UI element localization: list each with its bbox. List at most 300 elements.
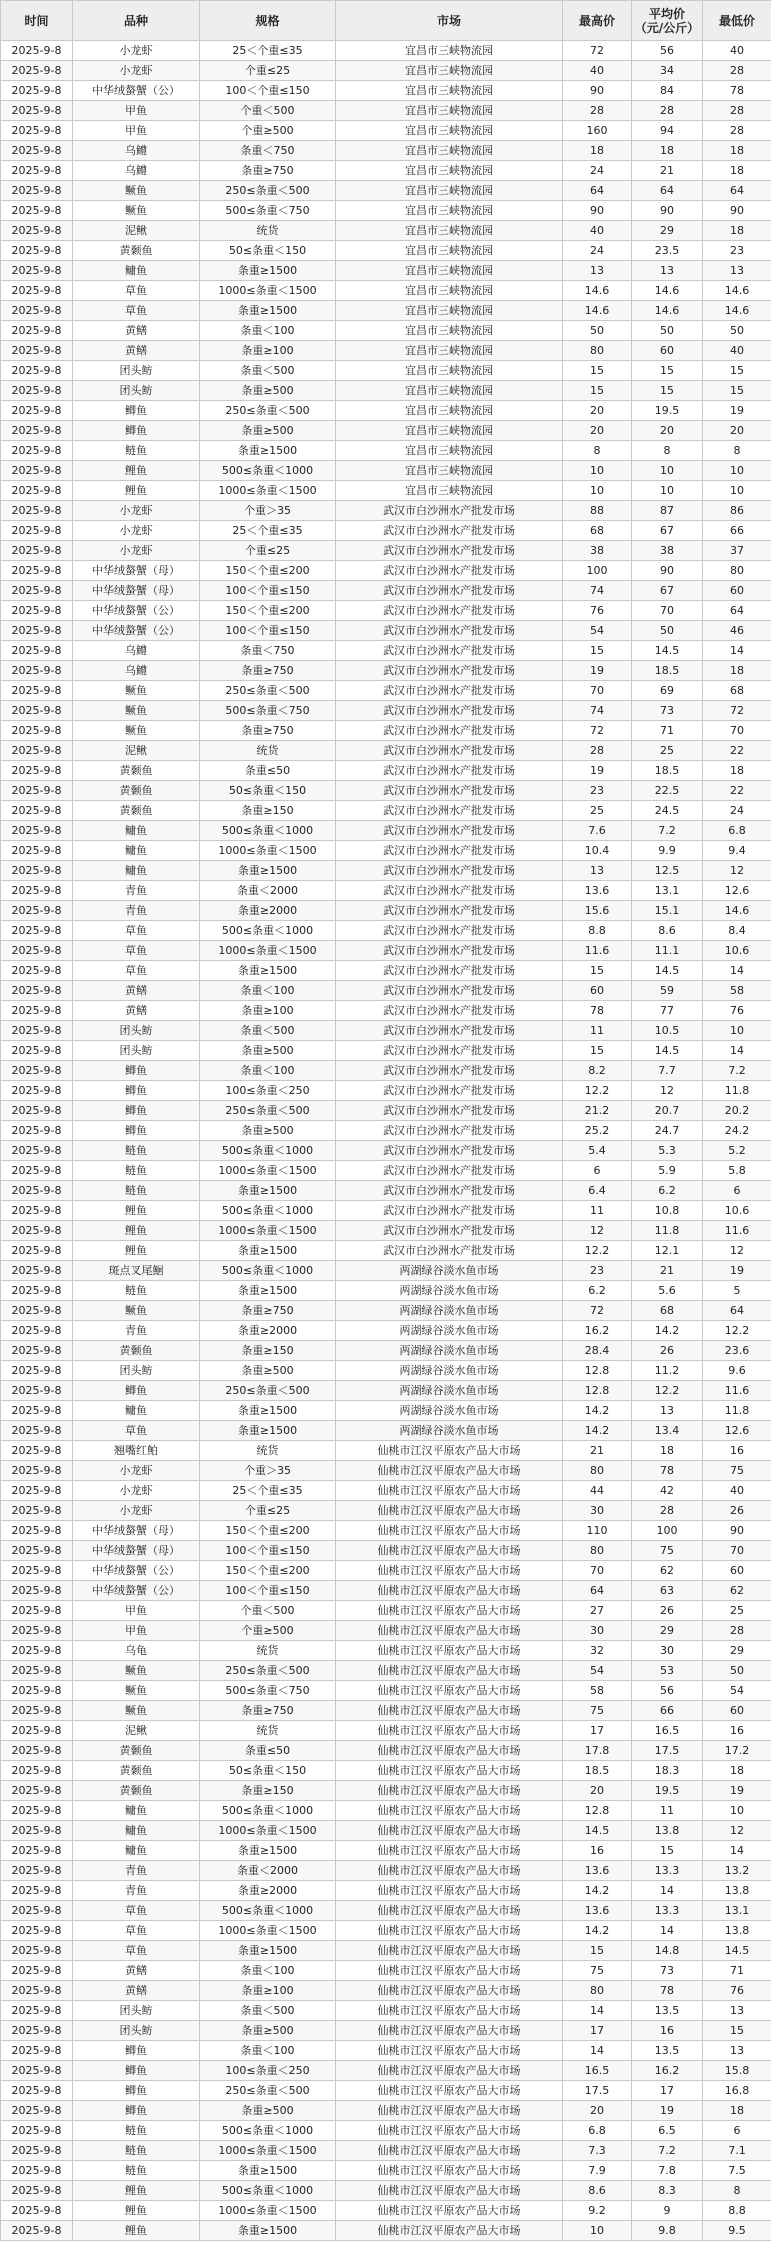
cell-max-price: 28 xyxy=(563,741,632,761)
cell-min-price: 62 xyxy=(703,1581,771,1601)
table-row xyxy=(1,2121,771,2141)
cell-max-price: 27 xyxy=(563,1601,632,1621)
cell-max-price: 14.2 xyxy=(563,1881,632,1901)
cell-spec: 条重≥750 xyxy=(200,661,336,681)
cell-spec: 50≤条重＜150 xyxy=(200,1761,336,1781)
cell-avg-price: 13.8 xyxy=(632,1821,703,1841)
cell-spec: 条重≥500 xyxy=(200,2021,336,2041)
cell-variety: 鲢鱼 xyxy=(73,1281,200,1301)
table-row xyxy=(1,461,771,481)
cell-min-price: 28 xyxy=(703,1621,771,1641)
cell-variety: 草鱼 xyxy=(73,921,200,941)
cell-spec: 个重≥500 xyxy=(200,1621,336,1641)
cell-spec: 150＜个重≤200 xyxy=(200,601,336,621)
table-row xyxy=(1,821,771,841)
table-row xyxy=(1,1981,771,2001)
cell-avg-price: 14.8 xyxy=(632,1941,703,1961)
cell-max-price: 19 xyxy=(563,761,632,781)
cell-date: 2025-9-8 xyxy=(1,1181,73,1201)
table-row xyxy=(1,2061,771,2081)
cell-date: 2025-9-8 xyxy=(1,921,73,941)
cell-variety: 鲢鱼 xyxy=(73,441,200,461)
cell-variety: 小龙虾 xyxy=(73,41,200,61)
cell-max-price: 11 xyxy=(563,1201,632,1221)
cell-date: 2025-9-8 xyxy=(1,1201,73,1221)
table-row xyxy=(1,1241,771,1261)
cell-avg-price: 13 xyxy=(632,261,703,281)
cell-min-price: 6 xyxy=(703,1181,771,1201)
cell-spec: 500≤条重＜750 xyxy=(200,201,336,221)
cell-avg-price: 17.5 xyxy=(632,1741,703,1761)
cell-variety: 乌鳢 xyxy=(73,161,200,181)
cell-avg-price: 22.5 xyxy=(632,781,703,801)
cell-max-price: 20 xyxy=(563,401,632,421)
cell-avg-price: 73 xyxy=(632,1961,703,1981)
cell-avg-price: 84 xyxy=(632,81,703,101)
cell-spec: 1000≤条重＜1500 xyxy=(200,841,336,861)
cell-date: 2025-9-8 xyxy=(1,1221,73,1241)
cell-spec: 1000≤条重＜1500 xyxy=(200,281,336,301)
cell-spec: 个重＞35 xyxy=(200,1461,336,1481)
cell-variety: 鲫鱼 xyxy=(73,2041,200,2061)
cell-avg-price: 30 xyxy=(632,1641,703,1661)
cell-max-price: 74 xyxy=(563,581,632,601)
table-row xyxy=(1,141,771,161)
table-row xyxy=(1,1581,771,1601)
cell-date: 2025-9-8 xyxy=(1,721,73,741)
table-row xyxy=(1,1941,771,1961)
cell-min-price: 8 xyxy=(703,2181,771,2201)
cell-date: 2025-9-8 xyxy=(1,1561,73,1581)
cell-spec: 统货 xyxy=(200,741,336,761)
table-row xyxy=(1,1441,771,1461)
cell-date: 2025-9-8 xyxy=(1,1021,73,1041)
cell-max-price: 17.5 xyxy=(563,2081,632,2101)
cell-market: 武汉市白沙洲水产批发市场 xyxy=(336,1241,563,1261)
cell-market: 武汉市白沙洲水产批发市场 xyxy=(336,961,563,981)
cell-min-price: 10 xyxy=(703,461,771,481)
cell-spec: 条重≥1500 xyxy=(200,1281,336,1301)
cell-date: 2025-9-8 xyxy=(1,261,73,281)
cell-date: 2025-9-8 xyxy=(1,161,73,181)
cell-avg-price: 34 xyxy=(632,61,703,81)
cell-avg-price: 63 xyxy=(632,1581,703,1601)
cell-avg-price: 15.1 xyxy=(632,901,703,921)
table-row xyxy=(1,1001,771,1021)
cell-spec: 个重≤25 xyxy=(200,541,336,561)
cell-variety: 小龙虾 xyxy=(73,521,200,541)
table-row xyxy=(1,1821,771,1841)
cell-avg-price: 5.3 xyxy=(632,1141,703,1161)
cell-date: 2025-9-8 xyxy=(1,2061,73,2081)
cell-market: 武汉市白沙洲水产批发市场 xyxy=(336,621,563,641)
cell-variety: 黄颡鱼 xyxy=(73,761,200,781)
cell-market: 武汉市白沙洲水产批发市场 xyxy=(336,701,563,721)
cell-spec: 条重＜750 xyxy=(200,141,336,161)
cell-min-price: 10.6 xyxy=(703,941,771,961)
cell-date: 2025-9-8 xyxy=(1,861,73,881)
cell-variety: 中华绒螯蟹（公） xyxy=(73,601,200,621)
cell-avg-price: 17 xyxy=(632,2081,703,2101)
cell-min-price: 22 xyxy=(703,781,771,801)
table-row xyxy=(1,1221,771,1241)
cell-variety: 中华绒螯蟹（母） xyxy=(73,1521,200,1541)
cell-min-price: 8.8 xyxy=(703,2201,771,2221)
cell-date: 2025-9-8 xyxy=(1,501,73,521)
cell-spec: 100＜个重≤150 xyxy=(200,581,336,601)
cell-date: 2025-9-8 xyxy=(1,41,73,61)
cell-avg-price: 12.1 xyxy=(632,1241,703,1261)
table-row xyxy=(1,661,771,681)
cell-max-price: 8 xyxy=(563,441,632,461)
cell-spec: 500≤条重＜1000 xyxy=(200,1801,336,1821)
table-row xyxy=(1,1781,771,1801)
table-row xyxy=(1,1161,771,1181)
cell-spec: 500≤条重＜1000 xyxy=(200,1261,336,1281)
cell-max-price: 80 xyxy=(563,1461,632,1481)
cell-date: 2025-9-8 xyxy=(1,1461,73,1481)
table-row xyxy=(1,1901,771,1921)
cell-variety: 鲢鱼 xyxy=(73,1141,200,1161)
cell-avg-price: 66 xyxy=(632,1701,703,1721)
table-body xyxy=(1,41,771,2241)
cell-min-price: 64 xyxy=(703,181,771,201)
cell-date: 2025-9-8 xyxy=(1,1101,73,1121)
cell-market: 宜昌市三峡物流园 xyxy=(336,301,563,321)
cell-min-price: 18 xyxy=(703,2101,771,2121)
cell-market: 两湖绿谷淡水鱼市场 xyxy=(336,1321,563,1341)
cell-avg-price: 70 xyxy=(632,601,703,621)
cell-date: 2025-9-8 xyxy=(1,1961,73,1981)
cell-variety: 黄颡鱼 xyxy=(73,1781,200,1801)
cell-market: 仙桃市江汉平原农产品大市场 xyxy=(336,1841,563,1861)
cell-max-price: 24 xyxy=(563,161,632,181)
cell-date: 2025-9-8 xyxy=(1,1501,73,1521)
cell-min-price: 10 xyxy=(703,1801,771,1821)
cell-min-price: 11.6 xyxy=(703,1221,771,1241)
cell-max-price: 18.5 xyxy=(563,1761,632,1781)
cell-min-price: 40 xyxy=(703,341,771,361)
cell-spec: 1000≤条重＜1500 xyxy=(200,1161,336,1181)
cell-avg-price: 12.2 xyxy=(632,1381,703,1401)
cell-spec: 条重＜100 xyxy=(200,321,336,341)
cell-spec: 条重≥1500 xyxy=(200,301,336,321)
cell-spec: 100≤条重＜250 xyxy=(200,2061,336,2081)
cell-market: 武汉市白沙洲水产批发市场 xyxy=(336,541,563,561)
table-row xyxy=(1,341,771,361)
cell-variety: 鳙鱼 xyxy=(73,841,200,861)
cell-spec: 条重≥1500 xyxy=(200,261,336,281)
cell-max-price: 12.2 xyxy=(563,1081,632,1101)
cell-max-price: 72 xyxy=(563,721,632,741)
cell-market: 宜昌市三峡物流园 xyxy=(336,321,563,341)
cell-min-price: 10 xyxy=(703,1021,771,1041)
table-row xyxy=(1,601,771,621)
cell-date: 2025-9-8 xyxy=(1,2141,73,2161)
cell-min-price: 68 xyxy=(703,681,771,701)
cell-max-price: 80 xyxy=(563,341,632,361)
table-row xyxy=(1,1481,771,1501)
cell-min-price: 14 xyxy=(703,961,771,981)
cell-date: 2025-9-8 xyxy=(1,2081,73,2101)
cell-variety: 中华绒螯蟹（母） xyxy=(73,1541,200,1561)
cell-spec: 1000≤条重＜1500 xyxy=(200,2141,336,2161)
cell-date: 2025-9-8 xyxy=(1,781,73,801)
cell-market: 仙桃市江汉平原农产品大市场 xyxy=(336,1921,563,1941)
cell-variety: 鲫鱼 xyxy=(73,1061,200,1081)
cell-spec: 250≤条重＜500 xyxy=(200,2081,336,2101)
cell-max-price: 8.6 xyxy=(563,2181,632,2201)
cell-variety: 青鱼 xyxy=(73,1881,200,1901)
cell-min-price: 37 xyxy=(703,541,771,561)
cell-max-price: 12 xyxy=(563,1221,632,1241)
cell-spec: 25＜个重≤35 xyxy=(200,41,336,61)
cell-date: 2025-9-8 xyxy=(1,61,73,81)
cell-variety: 小龙虾 xyxy=(73,1461,200,1481)
cell-date: 2025-9-8 xyxy=(1,2121,73,2141)
cell-date: 2025-9-8 xyxy=(1,1321,73,1341)
cell-variety: 鳙鱼 xyxy=(73,821,200,841)
cell-avg-price: 56 xyxy=(632,41,703,61)
cell-date: 2025-9-8 xyxy=(1,121,73,141)
cell-avg-price: 9.8 xyxy=(632,2221,703,2241)
cell-market: 武汉市白沙洲水产批发市场 xyxy=(336,1101,563,1121)
cell-min-price: 64 xyxy=(703,1301,771,1321)
cell-market: 宜昌市三峡物流园 xyxy=(336,421,563,441)
cell-max-price: 16.2 xyxy=(563,1321,632,1341)
cell-market: 仙桃市江汉平原农产品大市场 xyxy=(336,1741,563,1761)
cell-min-price: 80 xyxy=(703,561,771,581)
cell-min-price: 64 xyxy=(703,601,771,621)
cell-variety: 鲤鱼 xyxy=(73,1221,200,1241)
cell-spec: 100＜个重≤150 xyxy=(200,1581,336,1601)
cell-min-price: 19 xyxy=(703,401,771,421)
cell-min-price: 15.8 xyxy=(703,2061,771,2081)
table-row xyxy=(1,541,771,561)
cell-date: 2025-9-8 xyxy=(1,1901,73,1921)
table-row xyxy=(1,421,771,441)
cell-date: 2025-9-8 xyxy=(1,1861,73,1881)
cell-market: 仙桃市江汉平原农产品大市场 xyxy=(336,2181,563,2201)
cell-date: 2025-9-8 xyxy=(1,521,73,541)
cell-avg-price: 12.5 xyxy=(632,861,703,881)
col-header-spec: 规格 xyxy=(200,1,336,41)
table-row xyxy=(1,681,771,701)
table-row xyxy=(1,701,771,721)
cell-avg-price: 18.5 xyxy=(632,661,703,681)
cell-avg-price: 77 xyxy=(632,1001,703,1021)
cell-market: 宜昌市三峡物流园 xyxy=(336,141,563,161)
cell-avg-price: 19.5 xyxy=(632,1781,703,1801)
cell-avg-price: 9.9 xyxy=(632,841,703,861)
cell-date: 2025-9-8 xyxy=(1,1121,73,1141)
cell-spec: 条重≥750 xyxy=(200,721,336,741)
cell-spec: 条重≤50 xyxy=(200,1741,336,1761)
cell-avg-price: 13.1 xyxy=(632,881,703,901)
cell-max-price: 88 xyxy=(563,501,632,521)
cell-spec: 条重＜500 xyxy=(200,2001,336,2021)
cell-min-price: 90 xyxy=(703,1521,771,1541)
cell-date: 2025-9-8 xyxy=(1,1641,73,1661)
table-row xyxy=(1,941,771,961)
cell-max-price: 25.2 xyxy=(563,1121,632,1141)
cell-variety: 黄颡鱼 xyxy=(73,241,200,261)
cell-max-price: 14.5 xyxy=(563,1821,632,1841)
cell-avg-price: 67 xyxy=(632,581,703,601)
cell-min-price: 75 xyxy=(703,1461,771,1481)
cell-min-price: 17.2 xyxy=(703,1741,771,1761)
table-row xyxy=(1,641,771,661)
cell-min-price: 23 xyxy=(703,241,771,261)
cell-avg-price: 42 xyxy=(632,1481,703,1501)
cell-avg-price: 18.5 xyxy=(632,761,703,781)
cell-spec: 250≤条重＜500 xyxy=(200,1381,336,1401)
table-row xyxy=(1,1861,771,1881)
cell-min-price: 14.5 xyxy=(703,1941,771,1961)
table-row xyxy=(1,1081,771,1101)
cell-max-price: 74 xyxy=(563,701,632,721)
cell-max-price: 11.6 xyxy=(563,941,632,961)
cell-variety: 鳜鱼 xyxy=(73,1681,200,1701)
cell-variety: 黄颡鱼 xyxy=(73,1341,200,1361)
table-row xyxy=(1,1041,771,1061)
cell-date: 2025-9-8 xyxy=(1,941,73,961)
cell-date: 2025-9-8 xyxy=(1,901,73,921)
cell-avg-price: 14 xyxy=(632,1881,703,1901)
cell-min-price: 11.8 xyxy=(703,1401,771,1421)
cell-variety: 鳜鱼 xyxy=(73,1661,200,1681)
cell-spec: 条重≥2000 xyxy=(200,901,336,921)
cell-variety: 鳜鱼 xyxy=(73,1701,200,1721)
cell-market: 仙桃市江汉平原农产品大市场 xyxy=(336,2081,563,2101)
cell-avg-price: 16 xyxy=(632,2021,703,2041)
cell-market: 武汉市白沙洲水产批发市场 xyxy=(336,761,563,781)
cell-market: 两湖绿谷淡水鱼市场 xyxy=(336,1361,563,1381)
cell-avg-price: 78 xyxy=(632,1461,703,1481)
cell-avg-price: 100 xyxy=(632,1521,703,1541)
cell-market: 仙桃市江汉平原农产品大市场 xyxy=(336,1901,563,1921)
cell-date: 2025-9-8 xyxy=(1,741,73,761)
cell-spec: 条重＜100 xyxy=(200,981,336,1001)
table-row xyxy=(1,501,771,521)
cell-spec: 100＜个重≤150 xyxy=(200,1541,336,1561)
table-row xyxy=(1,1701,771,1721)
cell-date: 2025-9-8 xyxy=(1,1701,73,1721)
cell-market: 仙桃市江汉平原农产品大市场 xyxy=(336,1721,563,1741)
table-row xyxy=(1,2141,771,2161)
cell-market: 仙桃市江汉平原农产品大市场 xyxy=(336,1601,563,1621)
cell-min-price: 14.6 xyxy=(703,901,771,921)
cell-date: 2025-9-8 xyxy=(1,1041,73,1061)
cell-market: 宜昌市三峡物流园 xyxy=(336,401,563,421)
cell-min-price: 11.8 xyxy=(703,1081,771,1101)
cell-avg-price: 11.8 xyxy=(632,1221,703,1241)
cell-spec: 条重≥500 xyxy=(200,381,336,401)
cell-market: 武汉市白沙洲水产批发市场 xyxy=(336,821,563,841)
cell-date: 2025-9-8 xyxy=(1,341,73,361)
cell-market: 武汉市白沙洲水产批发市场 xyxy=(336,1141,563,1161)
cell-date: 2025-9-8 xyxy=(1,1841,73,1861)
cell-spec: 条重≥150 xyxy=(200,1341,336,1361)
cell-market: 仙桃市江汉平原农产品大市场 xyxy=(336,1541,563,1561)
cell-spec: 1000≤条重＜1500 xyxy=(200,481,336,501)
table-row xyxy=(1,1281,771,1301)
cell-variety: 鲫鱼 xyxy=(73,401,200,421)
cell-spec: 条重≥750 xyxy=(200,1701,336,1721)
table-row xyxy=(1,401,771,421)
cell-market: 仙桃市江汉平原农产品大市场 xyxy=(336,2061,563,2081)
cell-date: 2025-9-8 xyxy=(1,421,73,441)
cell-market: 仙桃市江汉平原农产品大市场 xyxy=(336,1581,563,1601)
cell-variety: 中华绒螯蟹（公） xyxy=(73,621,200,641)
cell-variety: 中华绒螯蟹（母） xyxy=(73,561,200,581)
cell-variety: 团头鲂 xyxy=(73,361,200,381)
cell-market: 仙桃市江汉平原农产品大市场 xyxy=(336,1801,563,1821)
cell-spec: 条重＜500 xyxy=(200,361,336,381)
cell-avg-price: 78 xyxy=(632,1981,703,2001)
cell-date: 2025-9-8 xyxy=(1,2221,73,2241)
cell-min-price: 15 xyxy=(703,381,771,401)
cell-avg-price: 15 xyxy=(632,1841,703,1861)
table-row xyxy=(1,1541,771,1561)
cell-avg-price: 7.7 xyxy=(632,1061,703,1081)
cell-spec: 条重≥1500 xyxy=(200,1401,336,1421)
cell-min-price: 70 xyxy=(703,1541,771,1561)
cell-min-price: 8.4 xyxy=(703,921,771,941)
cell-spec: 个重≤25 xyxy=(200,1501,336,1521)
cell-variety: 鲤鱼 xyxy=(73,1241,200,1261)
cell-date: 2025-9-8 xyxy=(1,1241,73,1261)
cell-spec: 25＜个重≤35 xyxy=(200,521,336,541)
cell-avg-price: 53 xyxy=(632,1661,703,1681)
cell-variety: 草鱼 xyxy=(73,1901,200,1921)
cell-max-price: 18 xyxy=(563,141,632,161)
cell-spec: 条重≥1500 xyxy=(200,1181,336,1201)
cell-min-price: 5.2 xyxy=(703,1141,771,1161)
cell-max-price: 30 xyxy=(563,1621,632,1641)
cell-avg-price: 25 xyxy=(632,741,703,761)
cell-spec: 统货 xyxy=(200,1721,336,1741)
cell-variety: 鲤鱼 xyxy=(73,2221,200,2241)
cell-spec: 条重＜750 xyxy=(200,641,336,661)
cell-market: 武汉市白沙洲水产批发市场 xyxy=(336,741,563,761)
cell-spec: 100≤条重＜250 xyxy=(200,1081,336,1101)
cell-max-price: 76 xyxy=(563,601,632,621)
cell-max-price: 10 xyxy=(563,2221,632,2241)
cell-market: 仙桃市江汉平原农产品大市场 xyxy=(336,1521,563,1541)
cell-variety: 草鱼 xyxy=(73,1941,200,1961)
cell-variety: 鲢鱼 xyxy=(73,2141,200,2161)
cell-market: 仙桃市江汉平原农产品大市场 xyxy=(336,2141,563,2161)
cell-variety: 中华绒螯蟹（公） xyxy=(73,1581,200,1601)
cell-variety: 鳙鱼 xyxy=(73,1401,200,1421)
cell-max-price: 64 xyxy=(563,181,632,201)
cell-market: 仙桃市江汉平原农产品大市场 xyxy=(336,1821,563,1841)
cell-spec: 条重≥1500 xyxy=(200,2161,336,2181)
table-row xyxy=(1,381,771,401)
table-row xyxy=(1,1681,771,1701)
cell-avg-price: 24.7 xyxy=(632,1121,703,1141)
cell-date: 2025-9-8 xyxy=(1,1061,73,1081)
cell-avg-price: 50 xyxy=(632,621,703,641)
cell-date: 2025-9-8 xyxy=(1,381,73,401)
cell-variety: 小龙虾 xyxy=(73,501,200,521)
table-row xyxy=(1,1301,771,1321)
cell-avg-price: 7.2 xyxy=(632,821,703,841)
cell-variety: 青鱼 xyxy=(73,881,200,901)
cell-spec: 条重≥100 xyxy=(200,341,336,361)
cell-market: 仙桃市江汉平原农产品大市场 xyxy=(336,1761,563,1781)
